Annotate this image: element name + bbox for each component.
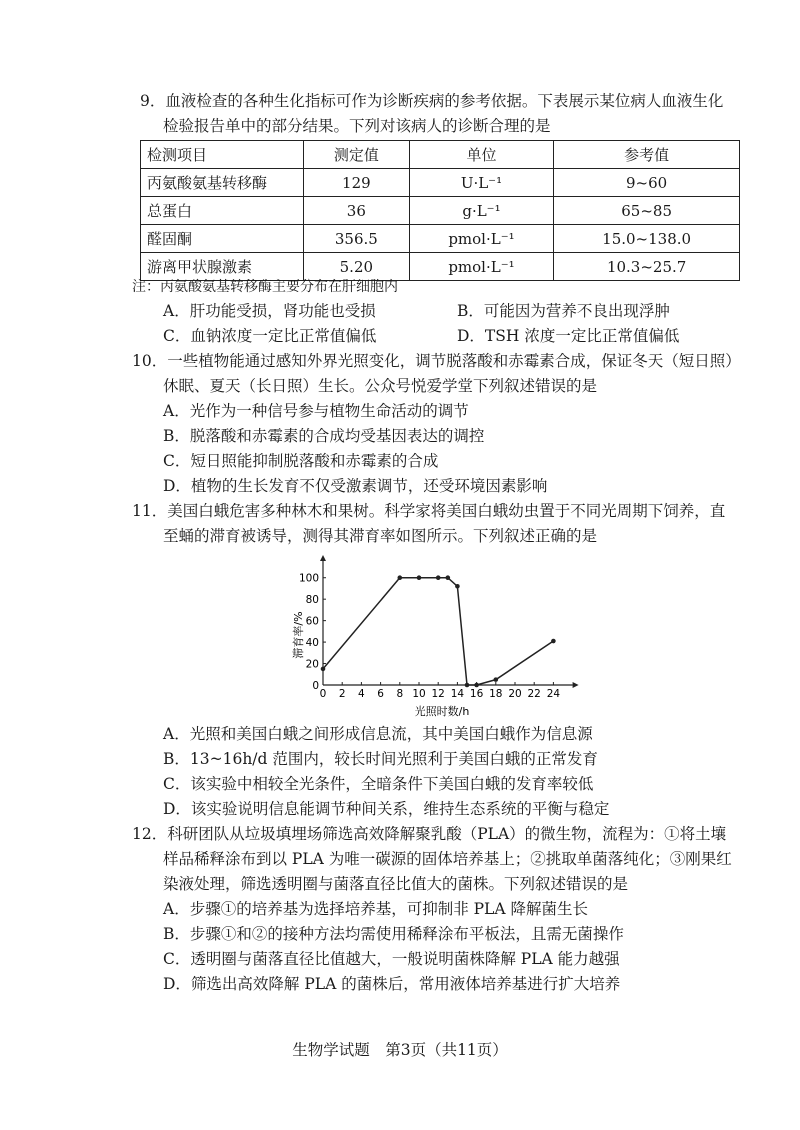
- table-cell: 醛固酮: [141, 225, 304, 253]
- x-tick-label: 12: [431, 688, 445, 700]
- x-tick-label: 8: [396, 688, 404, 700]
- x-tick-label: 10: [412, 688, 426, 700]
- q9-option-b: B．可能因为营养不良出现浮肿: [457, 302, 670, 320]
- table-header-row: [141, 141, 740, 169]
- table-cell: 9~60: [554, 169, 740, 197]
- y-axis-label: 滞育率/%: [292, 611, 305, 659]
- table-header: 测定值: [304, 141, 410, 169]
- x-tick-label: 6: [377, 688, 384, 700]
- data-point: [446, 575, 451, 580]
- data-point: [321, 667, 326, 672]
- table-row: [141, 169, 740, 197]
- table-header: 检测项目: [141, 141, 304, 169]
- q10-option-a: A．光作为一种信号参与植物生命活动的调节: [163, 402, 469, 420]
- chart-axes: [320, 555, 579, 688]
- q10-option-b: B．脱落酸和赤霉素的合成均受基因表达的调控: [163, 427, 485, 445]
- q11-option-b: B．13~16h/d 范围内，较长时间光照利于美国白蛾的正常发育: [163, 750, 598, 768]
- data-point: [436, 575, 441, 580]
- data-point: [474, 683, 479, 688]
- y-tick-label: 0: [312, 680, 319, 692]
- x-tick-label: 14: [450, 688, 465, 700]
- q12-option-b: B．步骤①和②的接种方法均需使用稀释涂布平板法，且需无菌操作: [163, 925, 624, 943]
- y-tick-label: 40: [305, 637, 319, 650]
- x-tick-label: 0: [319, 688, 327, 700]
- q11-stem-line2: 至蛹的滞育被诱导，测得其滞育率如图所示。下列叙述正确的是: [163, 527, 598, 545]
- q11-option-c: C．该实验中相较全光条件，全暗条件下美国白蛾的发育率较低: [163, 775, 594, 793]
- data-point: [398, 575, 403, 580]
- x-tick-label: 20: [508, 688, 522, 700]
- table-cell: 129: [304, 169, 410, 197]
- table-row: [141, 197, 740, 225]
- x-tick-label: 18: [489, 688, 503, 700]
- q10-stem-line2: 休眠、夏天（长日照）生长。公众号悦爱学堂下列叙述错误的是: [163, 377, 598, 395]
- q12-stem-line3: 染液处理，筛选透明圈与菌落直径比值大的菌株。下列叙述错误的是: [163, 875, 629, 893]
- x-tick-label: 22: [527, 688, 541, 700]
- data-point: [465, 683, 470, 688]
- q9-option-a: A．肝功能受损，肾功能也受损: [163, 302, 376, 320]
- q12-option-c: C．透明圈与菌落直径比值越大，一般说明菌株降解 PLA 能力越强: [163, 950, 620, 968]
- table-cell: pmol·L⁻¹: [409, 253, 554, 281]
- q12-stem-line2: 样品稀释涂布到以 PLA 为唯一碳源的固体培养基上；②挑取单菌落纯化；③刚果红: [163, 850, 732, 868]
- q11-option-a: A．光照和美国白蛾之间形成信息流，其中美国白蛾作为信息源: [163, 725, 593, 743]
- x-tick-label: 4: [358, 688, 365, 700]
- chart-series: [321, 575, 556, 687]
- table-cell: U·L⁻¹: [409, 169, 554, 197]
- diapause-rate-chart: [285, 555, 625, 720]
- q11-stem-line1: 11．美国白蛾危害多种林木和果树。科学家将美国白蛾幼虫置于不同光周期下饲养，直: [132, 502, 726, 520]
- q12-option-d: D．筛选出高效降解 PLA 的菌株后，常用液体培养基进行扩大培养: [163, 975, 621, 993]
- y-tick-label: 100: [298, 572, 319, 585]
- data-point: [455, 584, 460, 589]
- table-cell: 丙氨酸氨基转移酶: [141, 169, 304, 197]
- y-tick-label: 80: [305, 594, 319, 607]
- table-cell: 总蛋白: [141, 197, 304, 225]
- y-axis-arrow: [320, 555, 326, 561]
- table-cell: pmol·L⁻¹: [409, 225, 554, 253]
- table-row: [141, 225, 740, 253]
- data-point: [551, 639, 556, 644]
- q9-stem-line2: 检验报告单中的部分结果。下列对该病人的诊断合理的是: [163, 117, 551, 135]
- series-line: [323, 578, 553, 685]
- data-point: [494, 677, 499, 682]
- page-footer: 生物学试题 第3页（共11页）: [292, 1041, 508, 1059]
- table-cell: 10.3~25.7: [554, 253, 740, 281]
- y-tick-label: 20: [305, 658, 319, 671]
- q10-option-d: D．植物的生长发育不仅受激素调节，还受环境因素影响: [163, 477, 548, 495]
- table-header: 参考值: [554, 141, 740, 169]
- table-cell: 5.20: [304, 253, 410, 281]
- x-tick-label: 16: [469, 688, 484, 700]
- q9-option-c: C．血钠浓度一定比正常值偏低: [163, 327, 377, 345]
- q12-option-a: A．步骤①的培养基为选择培养基，可抑制非 PLA 降解菌生长: [163, 900, 588, 918]
- x-axis-arrow: [573, 682, 579, 688]
- data-point: [417, 575, 422, 580]
- chart-ticks: [299, 573, 560, 700]
- table-cell: 356.5: [304, 225, 410, 253]
- x-tick-label: 2: [338, 688, 346, 700]
- q12-stem-line1: 12．科研团队从垃圾填埋场筛选高效降解聚乳酸（PLA）的微生物，流程为：①将土壤: [132, 825, 727, 843]
- table-cell: 65~85: [554, 197, 740, 225]
- table-header: 单位: [409, 141, 554, 169]
- table-cell: 36: [304, 197, 410, 225]
- table-cell: 游离甲状腺激素: [141, 253, 304, 281]
- table-cell: 15.0~138.0: [554, 225, 740, 253]
- lab-results-table: [140, 140, 740, 281]
- x-tick-label: 24: [546, 688, 561, 700]
- table-cell: g·L⁻¹: [409, 197, 554, 225]
- q9-stem-line1: 9．血液检查的各种生化指标可作为诊断疾病的参考依据。下表展示某位病人血液生化: [140, 92, 724, 110]
- y-tick-label: 60: [305, 615, 319, 628]
- q10-option-c: C．短日照能抑制脱落酸和赤霉素的合成: [163, 452, 439, 470]
- q10-stem-line1: 10．一些植物能通过感知外界光照变化，调节脱落酸和赤霉素合成，保证冬天（短日照）: [132, 352, 741, 370]
- table-note: 注：丙氨酸氨基转移酶主要分布在肝细胞内: [132, 279, 398, 295]
- x-axis-label: 光照时数/h: [414, 705, 470, 718]
- q9-option-d: D．TSH 浓度一定比正常值偏低: [457, 327, 680, 345]
- q11-option-d: D．该实验说明信息能调节种间关系，维持生态系统的平衡与稳定: [163, 800, 610, 818]
